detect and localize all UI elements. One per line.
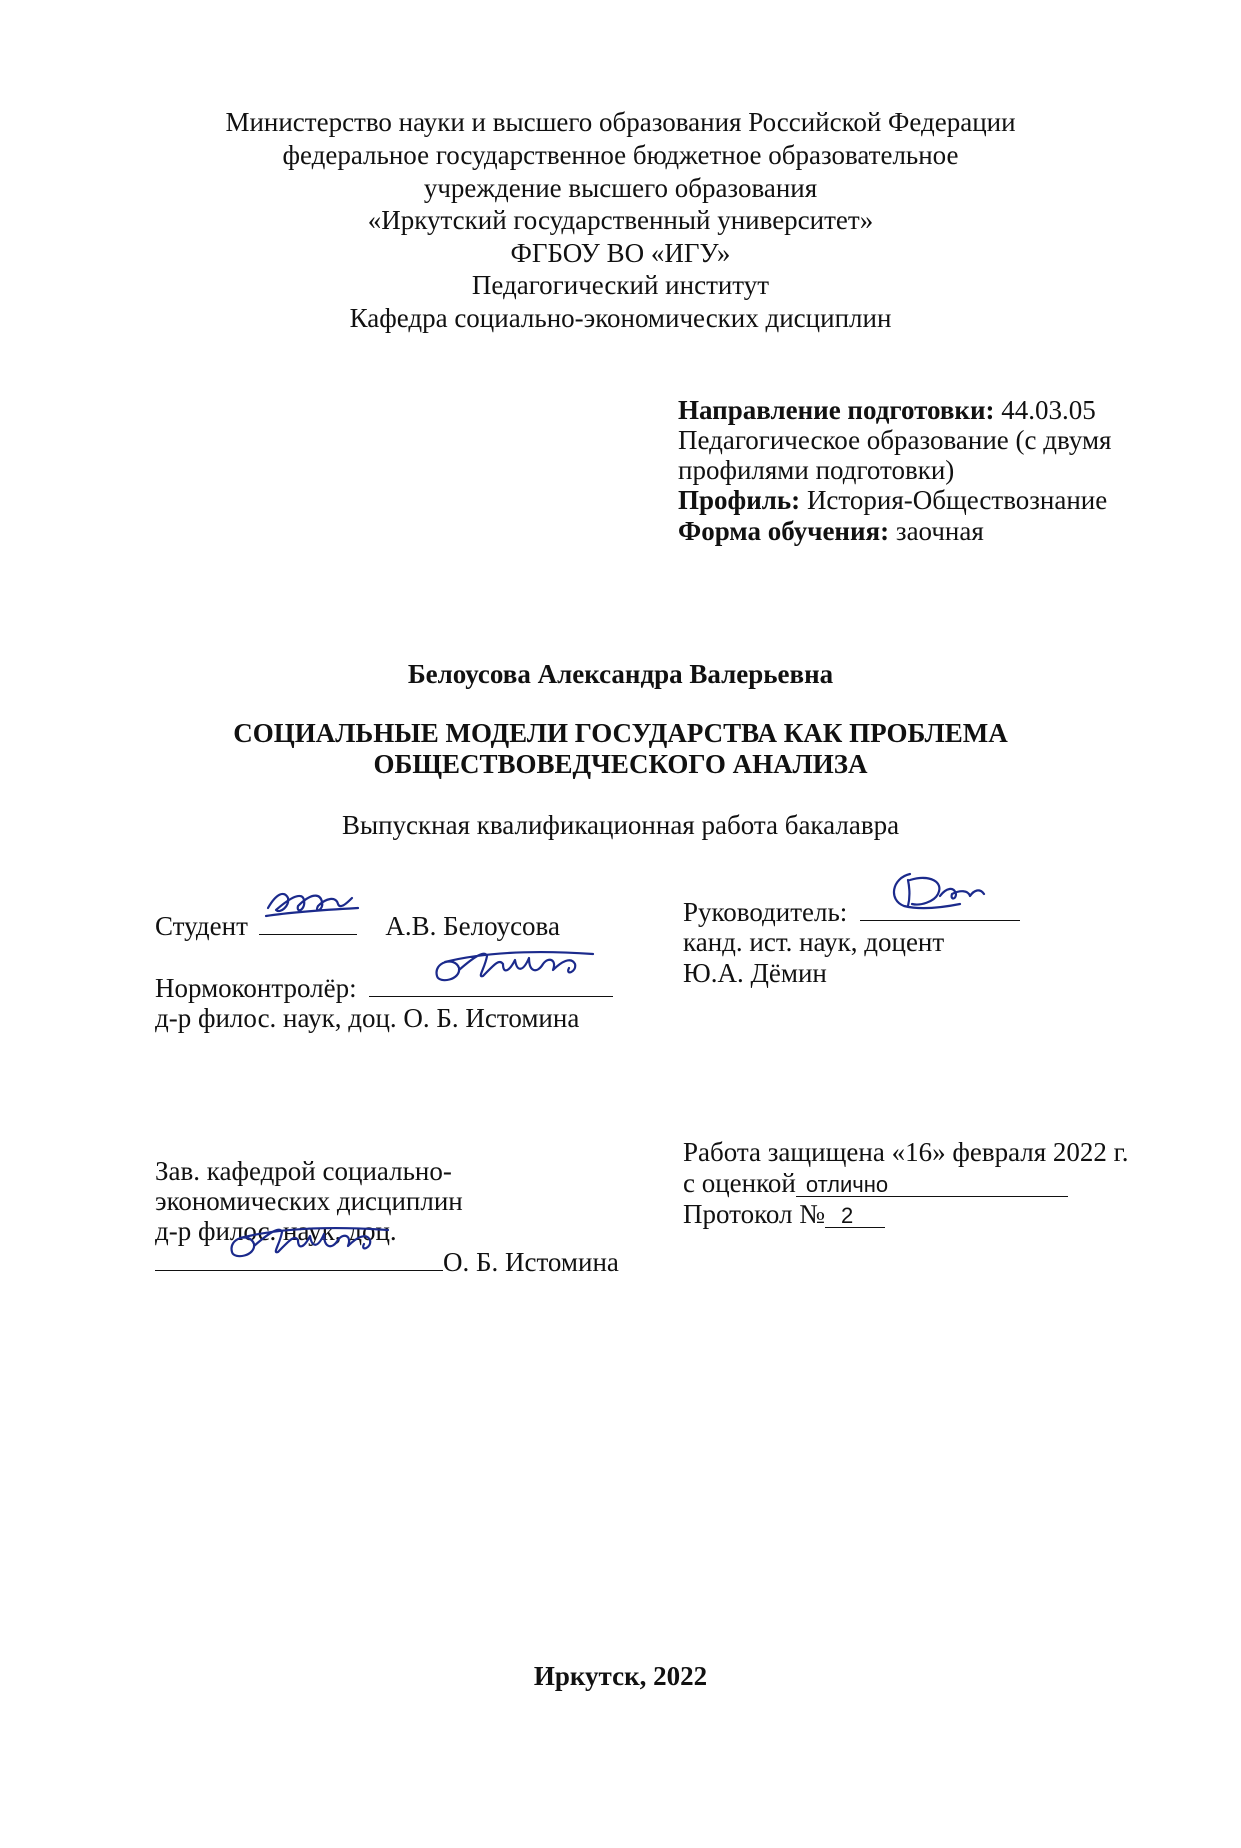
direction-value: 44.03.05 [1001,395,1096,425]
head-title-line-1: Зав. кафедрой социально- [155,1156,452,1186]
head-name: О. Б. Истомина [443,1247,619,1277]
grade-label: с оценкой [683,1168,796,1198]
supervisor-line [683,897,1020,928]
student-signature-line [259,912,357,935]
grade-line [683,1168,1068,1199]
profile-label: Профиль: [678,485,801,515]
header-line-university: «Иркутский государственный университет» [367,205,874,235]
protocol-number: 2 [825,1204,885,1228]
protocol-label: Протокол № [683,1199,825,1229]
profile-value: История-Обществознание [806,485,1108,515]
footer-city-year: Иркутск, 2022 [533,1661,708,1691]
header-line-abbreviation: ФГБОУ ВО «ИГУ» [510,238,731,268]
normcontrol-line [155,973,613,1004]
author-name: Белоусова Александра Валерьевна [407,659,834,689]
study-form-line [678,516,984,547]
student-name: А.В. Белоусова [385,911,560,941]
study-form-label: Форма обучения: [678,516,890,546]
supervisor-name: Ю.А. Дёмин [683,958,827,988]
student-line [155,911,560,942]
study-form-value: заочная [895,516,984,546]
thesis-title-line-1: СОЦИАЛЬНЫЕ МОДЕЛИ ГОСУДАРСТВА КАК ПРОБЛЕМА [233,718,1008,748]
direction-label: Направление подготовки: [678,395,995,425]
direction-line-3: профилями подготовки) [678,455,955,485]
direction-line [678,395,1096,426]
direction-line-2: Педагогическое образование (с двумя [678,425,1112,455]
protocol-line [683,1199,885,1230]
head-signature-line [155,1248,443,1271]
defense-date: Работа защищена «16» февраля 2022 г. [683,1137,1129,1167]
supervisor-degree: канд. ист. наук, доцент [683,927,945,957]
student-label: Студент [155,911,248,941]
head-title-line-3: д-р филос. наук, доц. [155,1216,397,1246]
normcontrol-signature-line [369,974,613,997]
header-line-institute: Педагогический институт [471,270,770,300]
supervisor-signature-line [860,898,1020,921]
head-signature-row [155,1247,619,1278]
normcontrol-label: Нормоконтролёр: [155,973,357,1003]
grade-value: отлично [796,1173,1068,1197]
header-line-federal: федеральное государственное бюджетное образовательное [282,140,959,170]
normcontrol-person: д-р филос. наук, доц. О. Б. Истомина [155,1003,580,1033]
work-type: Выпускная квалификационная работа бакалавра [341,810,900,840]
head-title-line-2: экономических дисциплин [155,1186,463,1216]
header-line-department: Кафедра социально-экономических дисциплин [349,303,892,333]
header-line-institution-type: учреждение высшего образования [423,173,818,203]
profile-line [678,485,1107,516]
header-line-ministry: Министерство науки и высшего образования Российской Федерации [225,107,1016,137]
thesis-title-line-2: ОБЩЕСТВОВЕДЧЕСКОГО АНАЛИЗА [373,749,868,779]
supervisor-label: Руководитель: [683,897,848,927]
